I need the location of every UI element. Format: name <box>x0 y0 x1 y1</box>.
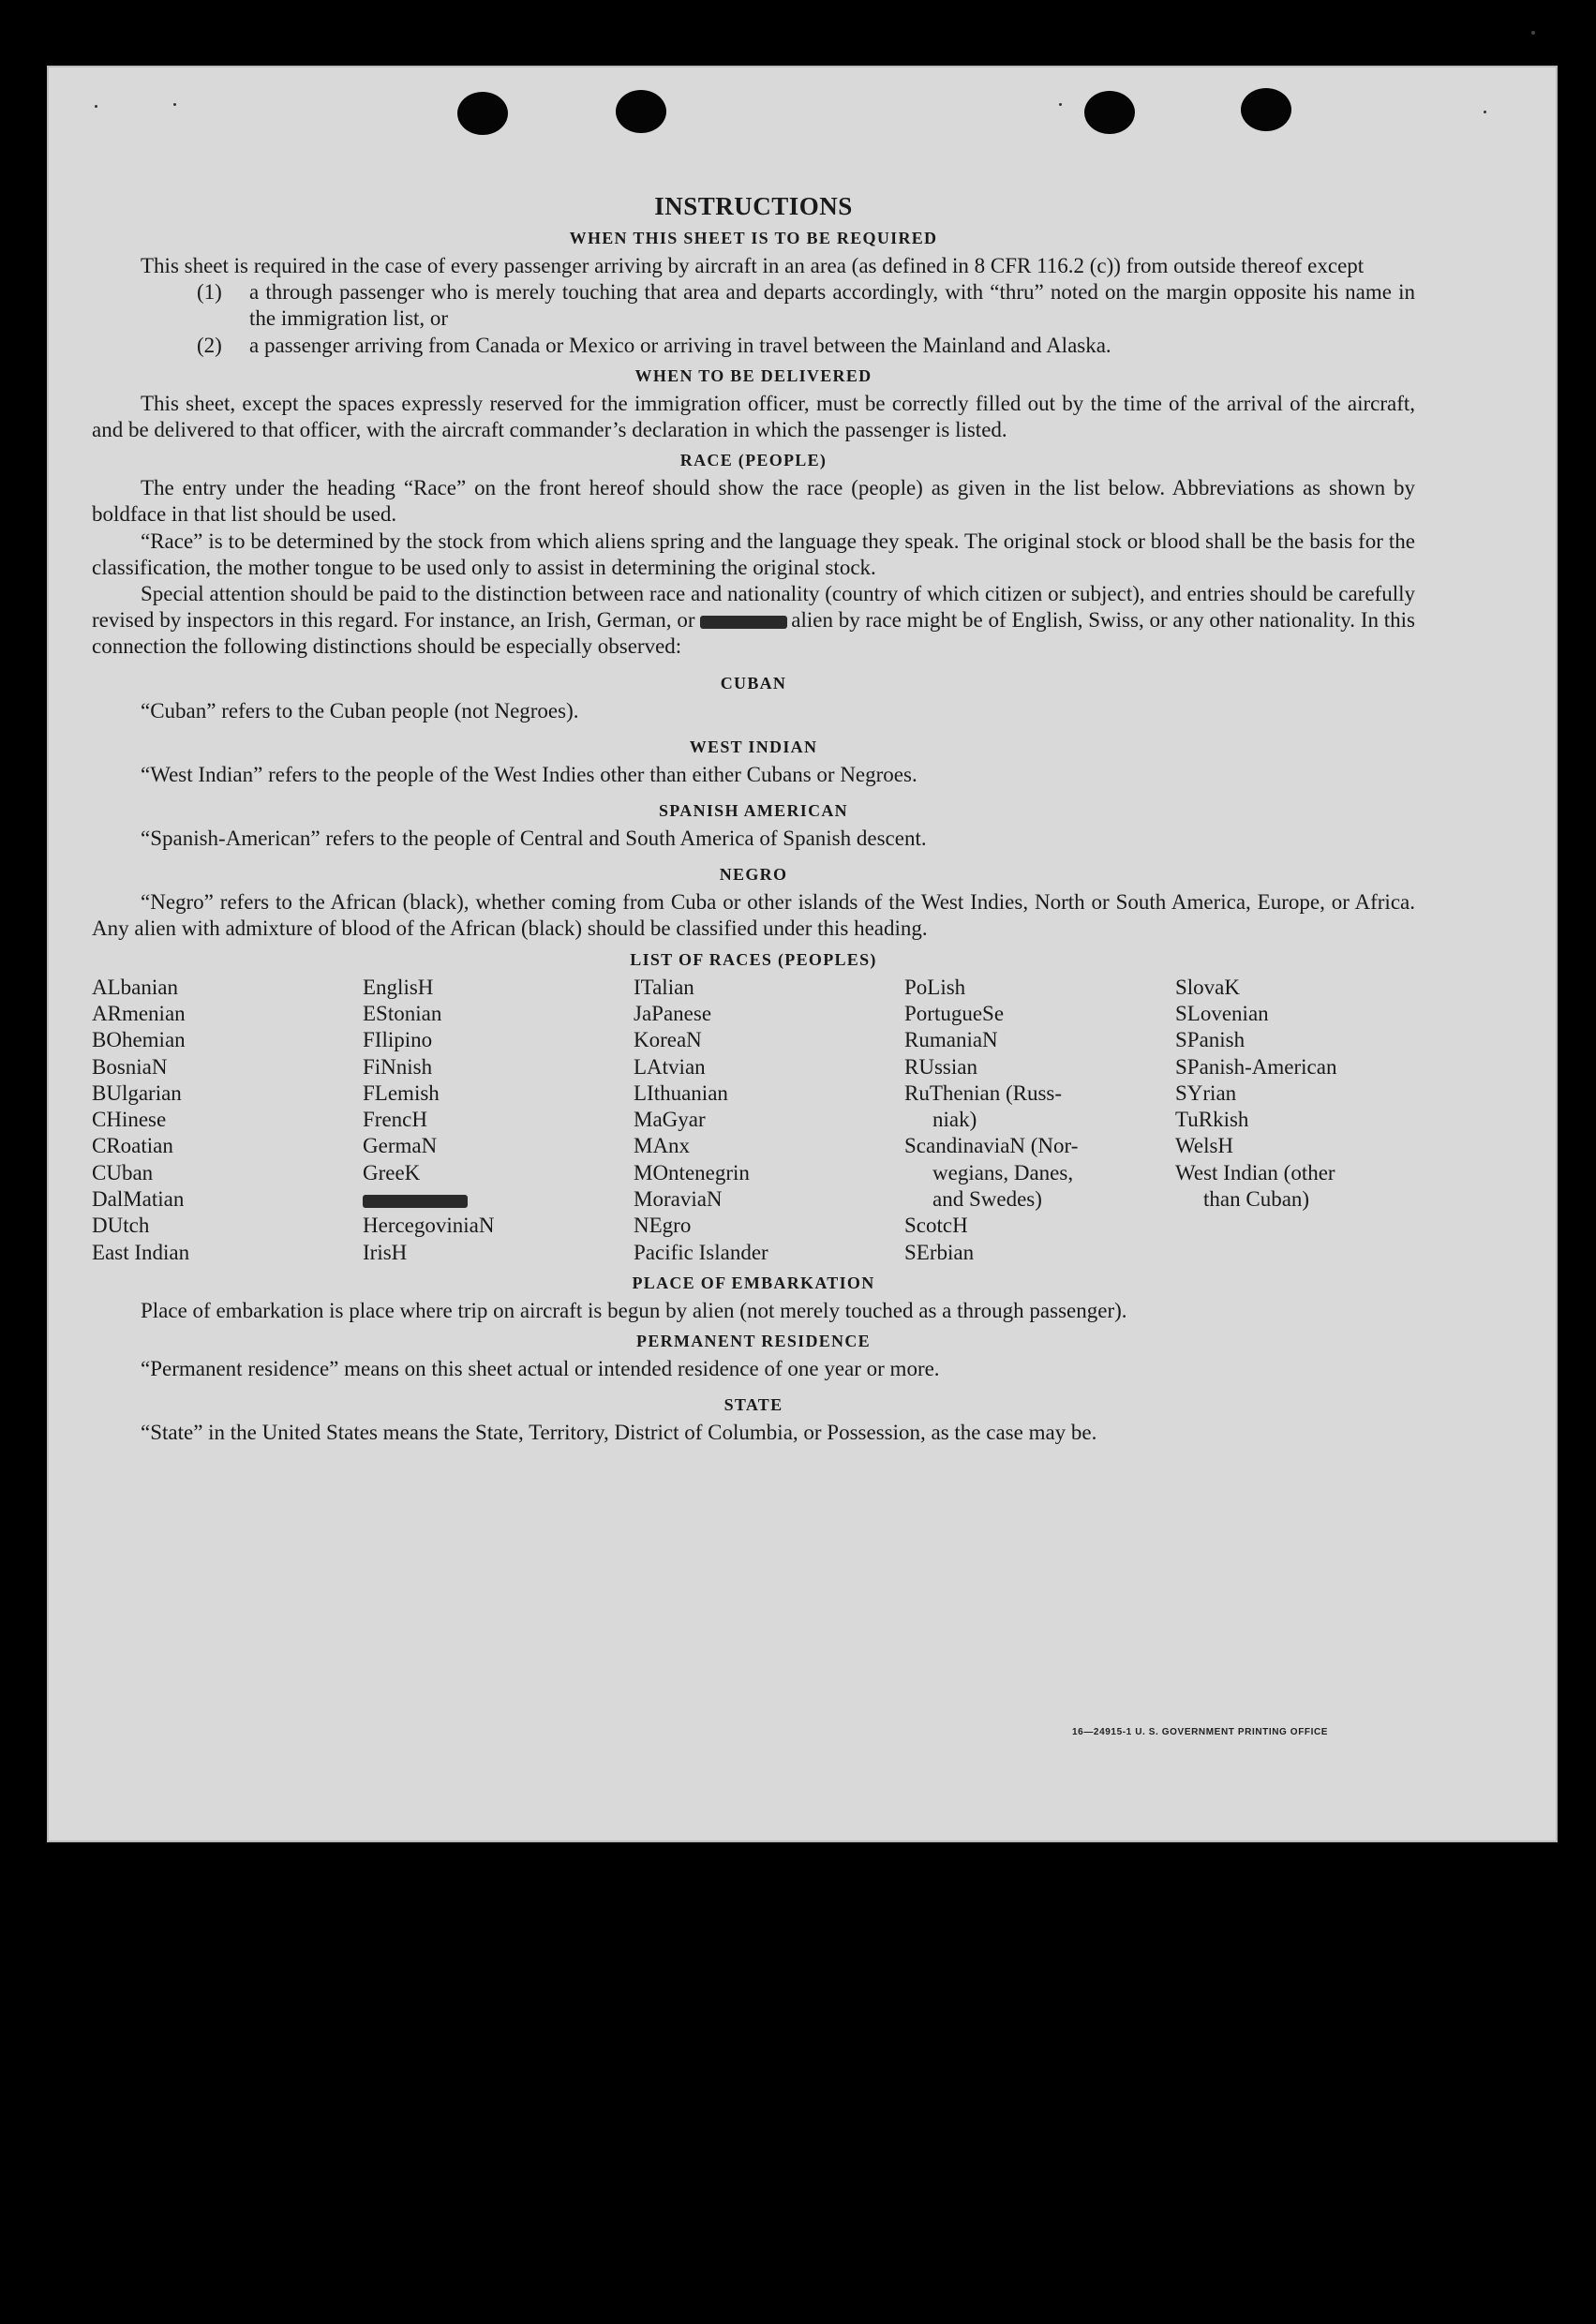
race-paragraph-part: alien by race might be of English, Swiss, or any other nationality. In this connection the following distinctions should be especially observed: <box>92 608 1415 659</box>
race-entry: CRoatian <box>92 1134 173 1158</box>
page-title: INSTRUCTIONS <box>654 192 853 220</box>
race-entry: SLovenian <box>1175 1001 1269 1025</box>
negro-text: “Negro” refers to the African (black), whether coming from Cuba or other islands of the West Indies, North or South America, Europe, or Africa. Any alien with admixture of blood of the African (black) should be classified under this heading. <box>92 890 1415 941</box>
race-entry: BosniaN <box>92 1054 168 1079</box>
race-entry: SYrian <box>1175 1080 1237 1105</box>
race-entry: MaGyar <box>634 1108 706 1132</box>
race-column <box>363 975 634 1266</box>
race-entry: SlovaK <box>1175 975 1240 999</box>
race-column <box>92 975 363 1266</box>
race-entry: LAtvian <box>634 1054 706 1079</box>
section-heading-when-delivered: WHEN TO BE DELIVERED <box>634 365 873 385</box>
race-entry: ScotcH <box>904 1214 968 1238</box>
race-paragraph-part: Special attention should be paid to the distinction between race and nationality (country of which citizen or subject), and entries should be carefully revised by inspectors in this regard. For instance, an Irish, German, or <box>92 582 1415 633</box>
race-entry: LIthuanian <box>634 1080 728 1105</box>
punch-hole <box>1084 91 1135 134</box>
cuban-text: “Cuban” refers to the Cuban people (not Negroes). <box>141 698 579 723</box>
residence-text: “Permanent residence” means on this sheet actual or intended residence of one year or more. <box>141 1357 940 1381</box>
punch-hole <box>1241 88 1291 131</box>
redaction-mark <box>363 1195 468 1208</box>
when-required-text: This sheet is required in the case of every passenger arriving by aircraft in an area (as defined in 8 CFR 116.2 (c)) from outside thereof except <box>141 254 1365 277</box>
section-heading-residence: PERMANENT RESIDENCE <box>636 1332 871 1351</box>
exception-text: a through passenger who is merely touching that area and departs accordingly, with “thru” noted on the margin opposite his name in the immigration list, or <box>249 280 1415 331</box>
race-entry-continued: niak) <box>932 1108 977 1132</box>
state-text: “State” in the United States means the State, Territory, District of Columbia, or Possession, as the case may be. <box>141 1421 1097 1445</box>
race-entry-continued: than Cuban) <box>1203 1187 1310 1212</box>
speck <box>173 103 176 106</box>
race-entry: FiNnish <box>363 1054 433 1079</box>
race-entry: RuThenian (Russ- <box>904 1080 1063 1105</box>
punch-hole <box>457 92 508 135</box>
race-paragraph: “Race” is to be determined by the stock from which aliens spring and the language they speak. The original stock or blood shall be the basis for the classification, the mother tongue to be used only to assist in determining the original stock. <box>92 529 1415 579</box>
race-entry: CUban <box>92 1160 154 1184</box>
section-heading-race: RACE (PEOPLE) <box>679 451 828 470</box>
race-entry: SErbian <box>904 1240 975 1264</box>
race-column <box>634 975 904 1266</box>
race-entry: RumaniaN <box>904 1028 998 1052</box>
race-entry: ITalian <box>634 975 694 999</box>
section-heading-cuban: CUBAN <box>720 673 787 693</box>
printing-office-code: 16—24915-1 U. S. GOVERNMENT PRINTING OFFICE <box>1072 1727 1329 1737</box>
exception-item <box>92 333 1415 359</box>
race-entry: NEgro <box>634 1214 692 1238</box>
exception-number: (2) <box>197 333 222 357</box>
race-entry: TuRkish <box>1175 1108 1249 1132</box>
race-entry: West Indian (other <box>1175 1160 1335 1184</box>
race-entry: IrisH <box>363 1240 408 1264</box>
redaction-mark <box>700 616 787 629</box>
race-entry: ScandinaviaN (Nor- <box>904 1134 1079 1158</box>
section-heading-list-of-races: LIST OF RACES (PEOPLES) <box>630 949 877 969</box>
speck <box>95 105 97 108</box>
speck <box>1484 111 1486 113</box>
race-entry: FrencH <box>363 1108 427 1132</box>
race-entry: ALbanian <box>92 975 178 999</box>
race-entry: BUlgarian <box>92 1080 182 1105</box>
race-entry-redacted <box>363 1186 634 1213</box>
race-entry: PoLish <box>904 975 966 999</box>
corner-mark <box>1531 31 1535 35</box>
race-list <box>92 975 1415 1266</box>
west-indian-text: “West Indian” refers to the people of the West Indies other than either Cubans or Negroes. <box>141 762 917 786</box>
punch-hole <box>616 90 666 133</box>
race-entry: DalMatian <box>92 1187 185 1212</box>
race-entry: MoraviaN <box>634 1187 723 1212</box>
section-heading-negro: NEGRO <box>719 865 788 885</box>
race-entry: GreeK <box>363 1160 421 1184</box>
section-heading-west-indian: WEST INDIAN <box>689 737 818 756</box>
race-entry: SPanish-American <box>1175 1054 1337 1079</box>
race-entry: SPanish <box>1175 1028 1245 1052</box>
race-entry: EnglisH <box>363 975 434 999</box>
race-column <box>904 975 1175 1266</box>
race-entry: FLemish <box>363 1080 440 1105</box>
race-entry: EStonian <box>363 1001 442 1025</box>
race-entry: JaPanese <box>634 1001 712 1025</box>
race-entry: BOhemian <box>92 1028 186 1052</box>
race-entry: GermaN <box>363 1134 438 1158</box>
race-entry: HercegoviniaN <box>363 1214 495 1238</box>
exception-text: a passenger arriving from Canada or Mexico or arriving in travel between the Mainland and Alaska. <box>249 333 1111 357</box>
race-column <box>1175 975 1419 1266</box>
race-entry: ARmenian <box>92 1001 186 1025</box>
race-entry: FIlipino <box>363 1028 433 1052</box>
spanish-american-text: “Spanish-American” refers to the people of Central and South America of Spanish descent. <box>141 827 927 851</box>
race-entry: DUtch <box>92 1214 150 1238</box>
race-entry: PortugueSe <box>904 1001 1005 1025</box>
race-entry-continued: wegians, Danes, <box>932 1160 1074 1184</box>
race-entry: MAnx <box>634 1134 691 1158</box>
race-paragraph <box>92 581 1415 661</box>
race-entry: Pacific Islander <box>634 1240 768 1264</box>
section-heading-embarkation: PLACE OF EMBARKATION <box>632 1273 875 1292</box>
race-entry-continued: and Swedes) <box>932 1187 1042 1212</box>
race-paragraph: The entry under the heading “Race” on the front hereof should show the race (people) as given in the list below. Abbreviations as shown by boldface in that list should be used. <box>92 476 1415 527</box>
race-entry: CHinese <box>92 1108 167 1132</box>
race-entry: MOntenegrin <box>634 1160 750 1184</box>
speck <box>1059 103 1062 106</box>
race-entry: WelsH <box>1175 1134 1234 1158</box>
section-heading-spanish-american: SPANISH AMERICAN <box>659 801 848 821</box>
exception-number: (1) <box>197 280 222 305</box>
instructions-body <box>92 191 1415 1447</box>
when-delivered-text: This sheet, except the spaces expressly reserved for the immigration officer, must be correctly filled out by the time of the arrival of the aircraft, and be delivered to that officer, with the aircraft commander’s declaration in which the passenger is listed. <box>92 391 1415 442</box>
embarkation-text: Place of embarkation is place where trip on aircraft is begun by alien (not merely touched as a through passenger). <box>141 1298 1127 1322</box>
race-entry: RUssian <box>904 1054 977 1079</box>
section-heading-state: STATE <box>723 1395 783 1415</box>
exception-item <box>92 279 1415 332</box>
race-entry: KoreaN <box>634 1028 702 1052</box>
instruction-sheet <box>47 66 1558 1842</box>
race-entry: East Indian <box>92 1240 190 1264</box>
section-heading-when-required: WHEN THIS SHEET IS TO BE REQUIRED <box>569 229 938 247</box>
